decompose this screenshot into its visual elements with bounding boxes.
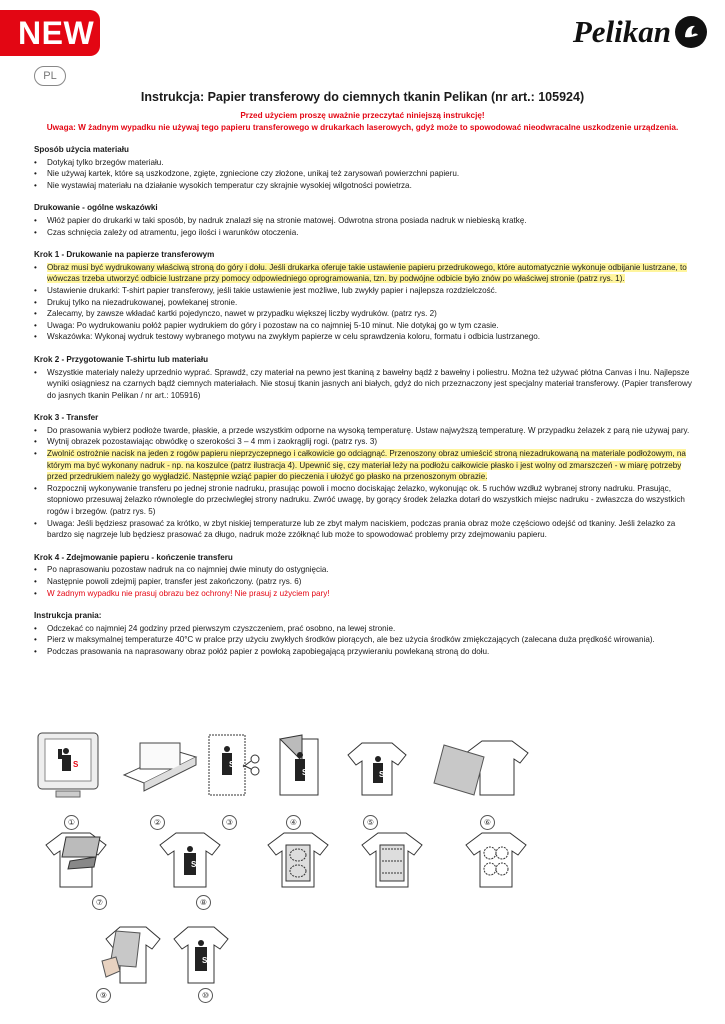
- shirt-print-icon: [150, 827, 230, 898]
- list-item-text: Odczekać co najmniej 24 godziny przed pierwszym czyszczeniem, prać osobno, na lewej stronie.: [47, 623, 396, 633]
- list-item-text: Podczas prasowania na naprasowany obraz połóż papier z powłoką zapobiegającą przywieraniu powlekaną stroną do dołu.: [47, 646, 490, 656]
- new-badge-label: NEW: [18, 14, 95, 51]
- list-item: [34, 168, 694, 180]
- warning-laser: Uwaga: W żadnym wypadku nie używaj tego papieru transferowego w drukarkach laserowych, gdyż może to spowodować nieodwracalne uszkodzenie urządzenia.: [46, 123, 679, 132]
- list-item: [34, 215, 694, 227]
- printer-icon: [120, 735, 200, 800]
- list-item-text: Zwolnić ostrożnie nacisk na jeden z rogów papieru nieprzyczepnego i całkowicie go odciągnąć. Przenoszony obraz umieścić stroną niezadrukowaną na materiale podłożowym, na którym ma być wykonany nadruk - np. na koszulce (patrz ilustracja 4). Upewnić się, czy materiał leży na podłożu całkowicie płasko i jest wolny od zmarszczeń - w miarę potrzeby przed przedrukiem należy go wygładzić. Następnie wziąć papier do pieczenia i ułożyć go płasko na przenoszonym obrazie.: [47, 449, 686, 482]
- pelican-bird-icon: [675, 16, 707, 48]
- list-item: [34, 157, 694, 169]
- list-item-text: Dotykaj tylko brzegów materiału.: [47, 157, 164, 167]
- list-item-text: Zalecamy, by zawsze wkładać kartki pojedynczo, nawet w przypadku większej liczby wydruków. (patrz rys. 2): [47, 309, 437, 319]
- section-heading: Sposób użycia materiału: [34, 145, 129, 154]
- figure-label-4: ④: [286, 815, 301, 830]
- list-item-text: Po naprasowaniu pozostaw nadruk na co najmniej dwie minuty do ostygnięcia.: [47, 565, 329, 575]
- list-item: [34, 425, 694, 437]
- list-item: [34, 623, 694, 635]
- figures: [0, 725, 725, 1024]
- list-item: [34, 227, 694, 239]
- figure-label-2: ②: [150, 815, 165, 830]
- list-item-text: Czas schnięcia zależy od atramentu, jego ilości i warunków otoczenia.: [47, 227, 299, 237]
- section-heading: Krok 2 - Przygotowanie T-shirtu lub materiału: [34, 354, 209, 364]
- section-heading: Instrukcja prania:: [34, 611, 102, 621]
- list-item: [34, 367, 694, 402]
- svg-text:S: S: [302, 768, 308, 777]
- list-item-text: Wytnij obrazek pozostawiając obwódkę o szerokości 3 – 4 mm i zaokrąglij rogi. (patrz rys. 3): [47, 437, 378, 447]
- list-item: [34, 646, 694, 658]
- list-item: [34, 285, 694, 297]
- list-item-text: Uwaga: Po wydrukowaniu połóż papier wydrukiem do góry i pozostaw na co najmniej 5-10 minut. Nie dotykaj go w tym czasie.: [47, 320, 499, 330]
- shirt-print-iron-pattern-3: [456, 827, 536, 898]
- list-item-text: Ustawienie drukarki: T-shirt papier transferowy, jeśli takie ustawienie jest możliwe, lub zwykły papier i najlepsza rozdzielczość.: [47, 285, 497, 295]
- list-item-text: Do prasowania wybierz podłoże twarde, płaskie, a przede wszystkim odporne na wysoką temperaturę. Ustaw najwyższą temperaturę. W przypadku żelazek z parą nie używaj pary.: [47, 425, 690, 435]
- ironing-paper-icon: [426, 735, 536, 804]
- list-item-text: Uwaga: Jeśli będziesz prasować za krótko, w zbyt niskiej temperaturze lub ze zbyt małym naciskiem, podczas prania obraz może częściowo odejść od tkaniny. Jeśli żelazko za bardzo się nagrzeje lub będziesz prasować za długo, nadruk może zzółknąć lub może to spowodować problemy przy zdejmowaniu papieru.: [47, 518, 676, 540]
- list-item-text: Nie używaj kartek, które są uszkodzone, zgięte, zgniecione czy złożone, unikaj też zarysowań powierzchni papieru.: [47, 169, 460, 179]
- list-item: [34, 262, 694, 285]
- figure-label-3: ③: [222, 815, 237, 830]
- pelikan-logo: [573, 14, 707, 50]
- warning-read: Przed użyciem proszę uważnie przeczytać niniejszą instrukcję!: [240, 111, 485, 120]
- scissors-icon: [207, 731, 267, 806]
- section-list: [34, 157, 694, 192]
- svg-text:S: S: [379, 770, 385, 779]
- section-heading: Krok 3 - Transfer: [34, 413, 99, 423]
- section-heading: Krok 1 - Drukowanie na papierze transferowym: [34, 250, 215, 260]
- list-item-text: Następnie powoli zdejmij papier, transfer jest zakończony. (patrz rys. 6): [47, 577, 302, 586]
- figure-label-7: ⑦: [92, 895, 107, 910]
- list-item: [34, 448, 694, 483]
- list-item-text: Drukuj tylko na niezadrukowanej, powlekanej stronie.: [47, 297, 238, 307]
- list-item: [34, 180, 694, 192]
- svg-text:S: S: [73, 760, 79, 769]
- list-item-text: Włóż papier do drukarki w taki sposób, by nadruk znalazł się na stronie matowej. Odwrotna strona posiada nadruk w niebieską kratkę.: [47, 215, 527, 225]
- list-item: [34, 331, 694, 343]
- list-item-text: W żadnym wypadku nie prasuj obrazu bez ochrony! Nie prasuj z użyciem pary!: [47, 588, 330, 598]
- figure-label-6: ⑥: [480, 815, 495, 830]
- figure-label-8: ⑧: [196, 895, 211, 910]
- section-list: [34, 564, 694, 599]
- list-item: [34, 518, 694, 541]
- figure-label-1: ①: [64, 815, 79, 830]
- section-heading: Krok 4 - Zdejmowanie papieru - kończenie transferu: [34, 552, 233, 562]
- shirt-print-iron-pattern-1: [258, 827, 338, 898]
- shirt-transfer-icon: [342, 735, 412, 804]
- list-item-text: Obraz musi być wydrukowany właściwą stroną do góry i dołu. Jeśli drukarka oferuje takie ustawienie papieru przedrukowego, które automatycznie wykonuje odbijanie lustrzane, to wówczas trzeba utworzyć odbicie lustrzane przy pomocy odpowiedniego oprogramowania, tzn. by podwójne odbicie było znów po właściwej stronie (patrz rys. 1).: [47, 262, 687, 284]
- list-item-text: Wskazówka: Wykonaj wydruk testowy wybranego motywu na zwykłym papierze w celu sprawdzenia koloru, formatu i odbicia lustrzanego.: [47, 332, 540, 342]
- peel-off-icon: [96, 921, 170, 996]
- list-item: [34, 320, 694, 332]
- svg-text:S: S: [202, 956, 208, 965]
- shirt-final-icon: [164, 921, 238, 996]
- svg-text:S: S: [229, 760, 235, 769]
- shirt-print-iron-pattern-2: [352, 827, 432, 898]
- list-item-text: Wszystkie materiały należy uprzednio wyprać. Sprawdź, czy materiał na pewno jest tkaniną z bawełny bądź z bawełny i poliestru. Można też używać płótna Canvas i lnu. Najlepsze wyniki osiągniesz na czarnych bądź ciemnych materiałach. Nie stosuj tkanin jasnych ani białych, gdyż do nich przeznaczony jest specjalny materiał transferowy. (Papier transferowy do jasnych tkanin Pelikan / nr art.: 105916): [47, 367, 692, 400]
- list-item: [34, 588, 694, 600]
- figure-label-5: ⑤: [363, 815, 378, 830]
- monitor-icon: [36, 731, 100, 806]
- svg-text:S: S: [191, 860, 197, 869]
- section-heading: Drukowanie - ogólne wskazówki: [34, 203, 158, 213]
- section-list: [34, 367, 694, 402]
- logo-wordmark: Pelikan: [572, 14, 671, 49]
- section-list: [34, 215, 694, 238]
- new-badge: [0, 10, 100, 56]
- instructions-body: [34, 144, 694, 658]
- section-list: [34, 262, 694, 343]
- list-item: [34, 436, 694, 448]
- language-badge: PL: [34, 66, 66, 86]
- iron-icon: [36, 827, 116, 898]
- list-item: [34, 297, 694, 309]
- list-item-text: Pierz w maksymalnej temperaturze 40°C w pralce przy użyciu zwykłych środków piorących, ale bez użycia środków zmiękczających (zalecana duża prędkość wirowania).: [47, 635, 655, 645]
- list-item-text: Nie wystawiaj materiału na działanie wysokich temperatur czy skrajnie wysokiej wilgotności powietrza.: [47, 180, 412, 190]
- document-title: Instrukcja: Papier transferowy do ciemnych tkanin Pelikan (nr art.: 105924): [140, 90, 585, 104]
- figure-label-10: ⑩: [198, 988, 213, 1003]
- list-item: [34, 576, 694, 588]
- list-item: [34, 308, 694, 320]
- peel-icon: [272, 731, 332, 806]
- list-item: [34, 483, 694, 518]
- list-item-text: Rozpocznij wykonywanie transferu po jednej stronie nadruku, prasując powoli i mocno dociskając żelazko, wykonując ok. 5 ruchów wzdłuż wybranej strony nadruku. Prasując, stopniowo przesuwaj żelazko równolegle do przeciwległej strony nadruku. Zwróć uwagę, by gorący środek żelazka dotarł do wszystkich miejsc nadruku - zwłaszcza do wszystkich rogów i brzegów. (patrz rys. 5): [47, 483, 685, 517]
- section-list: [34, 623, 694, 658]
- section-list: [34, 425, 694, 541]
- list-item: [34, 634, 694, 646]
- list-item: [34, 564, 694, 576]
- figure-label-9: ⑨: [96, 988, 111, 1003]
